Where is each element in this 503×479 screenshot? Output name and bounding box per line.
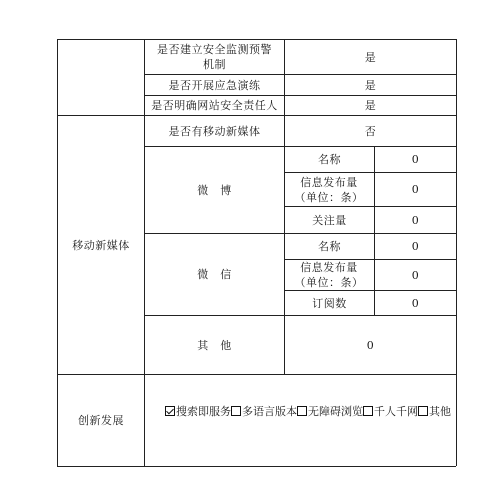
checkbox-icon[interactable] <box>297 406 307 416</box>
monitoring-label: 是否建立安全监测预警机制 <box>157 43 272 71</box>
responsible-value: 是 <box>364 99 377 112</box>
has-mobile-media-value: 否 <box>364 124 377 138</box>
weibo-name-value: 0 <box>411 153 420 166</box>
other-label: 其 他 <box>197 338 232 352</box>
weixin-name-value: 0 <box>411 240 420 253</box>
option-other[interactable] <box>418 403 451 419</box>
drill-label: 是否开展应急演练 <box>168 78 261 92</box>
option-label: 其他 <box>429 405 451 418</box>
innovation-options <box>165 403 451 419</box>
option-multilingual[interactable] <box>231 403 297 419</box>
drill-value: 是 <box>364 78 377 92</box>
responsible-label: 是否明确网站安全责任人 <box>151 99 278 112</box>
weixin-posts-label: 信息发布量（单位：条） <box>294 261 364 289</box>
weibo-label: 微 博 <box>197 183 232 197</box>
option-label: 千人千网 <box>374 405 418 418</box>
option-personalized[interactable] <box>363 403 418 419</box>
weibo-followers-value: 0 <box>411 213 420 227</box>
weixin-label: 微 信 <box>197 268 232 281</box>
has-mobile-media-label: 是否有移动新媒体 <box>168 124 261 138</box>
checkbox-icon[interactable] <box>231 406 241 416</box>
checkbox-icon[interactable] <box>363 406 373 416</box>
option-accessibility[interactable] <box>297 403 363 419</box>
checkbox-checked-icon[interactable] <box>165 406 175 416</box>
option-label: 多语言版本 <box>242 405 297 418</box>
option-search-as-service[interactable] <box>165 403 231 419</box>
weibo-posts-value: 0 <box>411 183 420 196</box>
weixin-posts-value: 0 <box>411 268 420 282</box>
weibo-name-label: 名称 <box>318 153 341 166</box>
weibo-posts-label: 信息发布量（单位：条） <box>294 175 364 204</box>
checkbox-icon[interactable] <box>418 406 428 416</box>
weixin-subscribers-label: 订阅数 <box>312 296 347 310</box>
innovation-section-label: 创新发展 <box>78 414 124 427</box>
weibo-followers-label: 关注量 <box>312 213 347 227</box>
option-label: 搜索即服务 <box>176 405 231 418</box>
mobile-media-section-label: 移动新媒体 <box>72 238 130 252</box>
monitoring-value: 是 <box>364 50 377 64</box>
weixin-subscribers-value: 0 <box>411 296 420 310</box>
weixin-name-label: 名称 <box>318 240 341 253</box>
option-label: 无障碍浏览 <box>308 405 363 418</box>
other-value: 0 <box>366 338 375 352</box>
